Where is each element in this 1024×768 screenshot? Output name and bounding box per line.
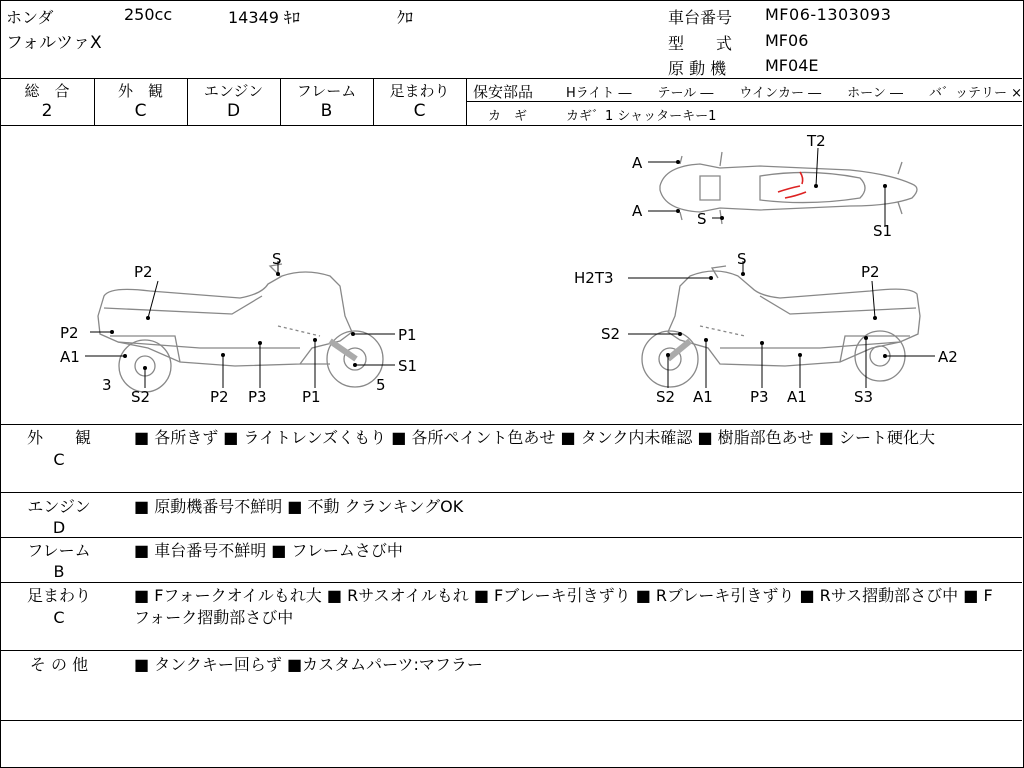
divider — [0, 492, 1022, 493]
key-value: カギ゛1 シャッターキー1 — [566, 109, 717, 124]
mileage: 14349 ｷﾛ — [228, 8, 300, 27]
key-label: カ ギ — [488, 109, 528, 124]
grade-frame-label: フレーム — [296, 82, 357, 100]
damage-marks — [778, 172, 806, 198]
diagram-label: A — [632, 154, 643, 172]
model-name: フォルツァX — [6, 33, 102, 53]
grade-engine-label: エンジン — [203, 82, 264, 100]
type-label: 型 式 — [668, 34, 733, 53]
diagram-label: A1 — [787, 388, 807, 406]
color: ｸﾛ — [397, 8, 414, 27]
remark-engine-label: エンジン — [27, 497, 91, 516]
type-value: MF06 — [765, 31, 809, 50]
grade-engine-value: D — [226, 101, 241, 121]
divider — [0, 582, 1022, 583]
divider — [466, 101, 1022, 102]
diagram-label: P1 — [302, 388, 321, 406]
diagram-label: H2T3 — [574, 269, 614, 287]
divider — [0, 537, 1022, 538]
remark-suspension-grade: C — [53, 608, 65, 627]
diagram-label: P2 — [861, 263, 880, 281]
diagram-label: S — [697, 210, 707, 228]
engine-model-value: MF04E — [765, 56, 819, 75]
remark-other-label: そ の 他 — [29, 655, 89, 674]
remark-engine-text: ■ 原動機番号不鮮明 ■ 不動 クランキングOK — [134, 497, 464, 516]
diagram-label: P3 — [750, 388, 769, 406]
grade-overall-label: 総 合 — [24, 82, 70, 100]
diagram-label: S2 — [656, 388, 676, 406]
diagram-label: A1 — [693, 388, 713, 406]
remark-frame-text: ■ 車台番号不鮮明 ■ フレームさび中 — [134, 541, 403, 560]
diagram-label: T2 — [807, 132, 826, 150]
grade-exterior-value: C — [134, 101, 147, 121]
diagram-label: P2 — [134, 263, 153, 281]
diagram-label: A — [632, 202, 643, 220]
divider — [0, 78, 1022, 79]
diagram-label: S2 — [131, 388, 151, 406]
diagram-label: A2 — [938, 348, 958, 366]
remark-exterior-label: 外 観 — [26, 428, 91, 447]
remark-engine-grade: D — [52, 518, 66, 537]
frame-number: MF06-1303093 — [765, 5, 892, 24]
divider — [0, 424, 1022, 425]
leader-dots — [110, 160, 887, 370]
grade-exterior-label: 外 観 — [117, 82, 163, 100]
diagram-label: S — [737, 250, 747, 268]
diagram-label: A1 — [60, 348, 80, 366]
diagram-label: P2 — [60, 324, 79, 342]
remark-suspension-label: 足まわり — [26, 586, 91, 605]
remark-exterior-grade: C — [53, 450, 65, 469]
grade-frame-value: B — [320, 101, 333, 121]
grade-overall-value: 2 — [41, 101, 53, 121]
safety-parts-label: 保安部品 — [473, 83, 534, 101]
maker: ホンダ — [6, 8, 54, 27]
remark-frame-label: フレーム — [27, 541, 91, 560]
leader-lines — [85, 148, 935, 388]
diagram-label: S1 — [398, 357, 418, 375]
frame-number-label: 車台番号 — [668, 8, 733, 27]
diagram-label: S3 — [854, 388, 874, 406]
scooter-left-side-view — [98, 264, 383, 392]
remark-exterior-text: ■ 各所きず ■ ライトレンズくもり ■ 各所ペイント色あせ ■ タンク内未確認 ■ 樹脂部色あせ ■ シート硬化大 — [134, 428, 935, 447]
diagram-label: 3 — [102, 376, 112, 394]
remark-frame-grade: B — [53, 562, 65, 581]
remark-suspension-text: ■ Fフォークオイルもれ大 ■ Rサスオイルもれ ■ Fブレーキ引きずり ■ Rブレーキ引きずり ■ Rサス摺動部さび中 ■ Fフォーク摺動部さび中 — [134, 586, 993, 627]
grade-suspension-label: 足まわり — [389, 82, 450, 100]
diagram-label: S2 — [601, 325, 621, 343]
diagram-label: S1 — [873, 222, 893, 240]
diagram-label: P1 — [398, 326, 417, 344]
divider — [0, 650, 1022, 651]
displacement: 250cc — [124, 5, 173, 24]
diagram-label: P2 — [210, 388, 229, 406]
scooter-right-side-view — [642, 266, 920, 387]
damage-diagram — [0, 126, 1022, 424]
engine-model-label: 原 動 機 — [668, 59, 727, 78]
diagram-label: 5 — [376, 376, 386, 394]
grade-suspension-value: C — [413, 101, 426, 121]
diagram-label: S — [272, 250, 282, 268]
divider — [0, 720, 1022, 721]
safety-parts-items: Hライト ― テール ― ウインカー ― ホーン ― バ゛ッテリー × — [566, 86, 1023, 101]
remark-other-text: ■ タンクキー回らず ■カスタムパーツ:マフラー — [134, 655, 483, 674]
diagram-label: P3 — [248, 388, 267, 406]
